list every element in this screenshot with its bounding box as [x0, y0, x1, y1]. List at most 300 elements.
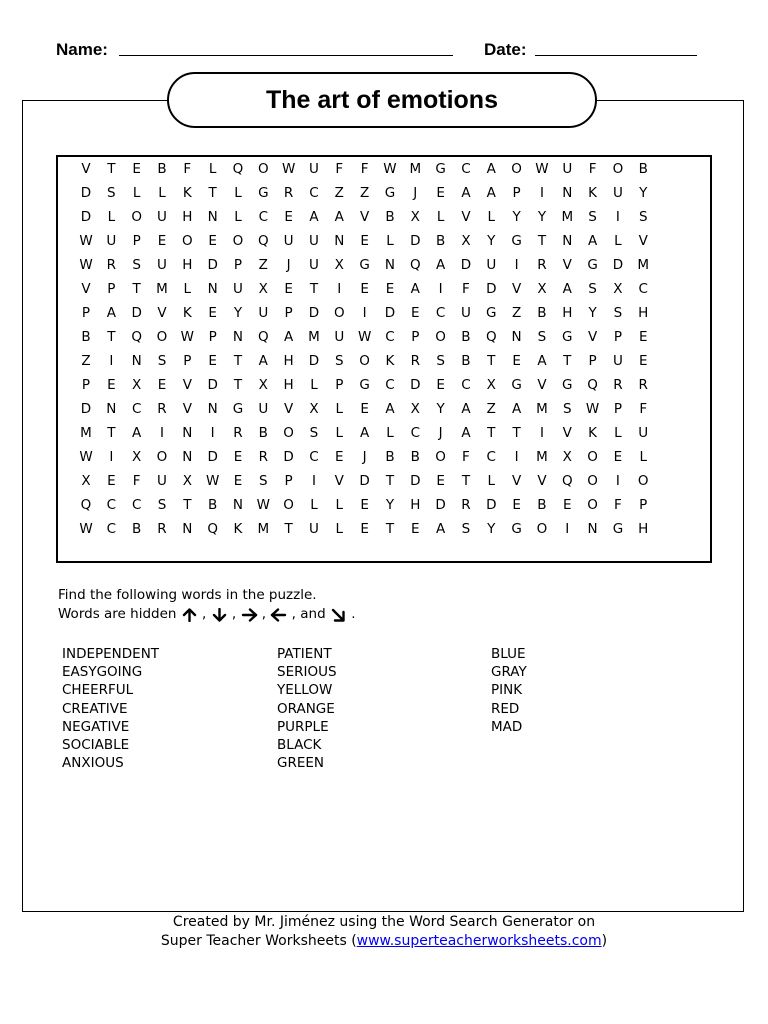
grid-letter: C — [410, 425, 420, 441]
grid-letter: G — [612, 521, 624, 537]
grid-letter: Y — [233, 305, 243, 321]
grid-letter: J — [362, 449, 367, 465]
grid-letter: T — [461, 473, 471, 489]
grid-letter: O — [359, 353, 370, 369]
grid-letter: A — [435, 257, 446, 273]
grid-letter: E — [208, 233, 217, 249]
grid-letter: Y — [487, 521, 496, 537]
grid-letter: F — [335, 161, 344, 177]
grid-letter: V — [182, 401, 192, 417]
grid-letter: F — [614, 497, 622, 513]
left-arrow-icon — [270, 608, 287, 622]
grid-letter: S — [638, 209, 648, 225]
grid-letter: J — [438, 425, 443, 441]
grid-letter: N — [182, 521, 193, 537]
grid-letter: O — [435, 329, 446, 345]
grid-letter: W — [383, 161, 397, 177]
grid-letter: D — [80, 209, 92, 225]
grid-letter: N — [562, 185, 573, 201]
grid-letter: G — [486, 305, 497, 321]
grid-letter: X — [258, 281, 268, 297]
grid-letter: P — [335, 377, 344, 393]
word-list-item: INDEPENDENT — [62, 646, 160, 662]
grid-letter: Q — [131, 329, 142, 345]
grid-letter: R — [157, 521, 167, 537]
grid-letter: H — [410, 497, 421, 513]
grid-letter: Q — [232, 161, 244, 177]
grid-letter: Y — [436, 401, 445, 417]
grid-letter: R — [638, 377, 648, 393]
grid-letter: P — [411, 329, 420, 345]
grid-letter: U — [612, 185, 623, 201]
grid-letter: M — [156, 281, 168, 297]
grid-letter: E — [512, 497, 521, 513]
grid-letter: V — [81, 281, 91, 297]
grid-letter: C — [106, 521, 117, 537]
grid-letter: P — [183, 353, 192, 369]
grid-letter: D — [308, 305, 320, 321]
grid-letter: E — [512, 353, 521, 369]
grid-letter: A — [258, 353, 268, 369]
grid-letter: Q — [207, 521, 218, 537]
grid-letter: L — [183, 281, 192, 297]
grid-letter: U — [157, 473, 167, 489]
grid-letter: F — [462, 281, 470, 297]
grid-letter: N — [232, 329, 244, 345]
grid-letter: L — [335, 401, 344, 417]
grid-letter: N — [511, 329, 522, 345]
grid-letter: V — [562, 257, 572, 273]
grid-letter: E — [436, 185, 445, 201]
grid-letter: C — [106, 497, 117, 513]
grid-letter: O — [283, 497, 294, 513]
grid-letter: N — [207, 281, 218, 297]
grid-letter: B — [638, 161, 648, 177]
grid-letter: I — [109, 353, 114, 369]
grid-letter: E — [208, 305, 217, 321]
grid-letter: G — [232, 401, 244, 417]
name-field-line[interactable] — [119, 55, 453, 56]
grid-letter: G — [384, 185, 396, 201]
grid-letter: G — [359, 257, 370, 273]
grid-letter: C — [486, 449, 496, 465]
grid-letter: I — [337, 281, 342, 297]
up-arrow-icon — [181, 608, 198, 622]
grid-letter: B — [385, 209, 395, 225]
instructions-separator: , — [257, 606, 271, 622]
grid-letter: A — [410, 281, 420, 297]
word-list-item: GREEN — [277, 755, 324, 772]
grid-letter: M — [257, 521, 270, 537]
grid-letter: V — [537, 473, 547, 489]
footer — [0, 913, 768, 951]
grid-letter: E — [613, 449, 623, 465]
grid-letter: V — [461, 209, 471, 225]
grid-letter: P — [639, 497, 648, 513]
word-list-item: PINK — [491, 682, 523, 699]
grid-letter: P — [81, 377, 91, 393]
grid-letter: T — [284, 521, 293, 537]
grid-letter: N — [182, 449, 193, 465]
grid-letter: V — [157, 305, 167, 321]
grid-letter: N — [207, 401, 218, 417]
grid-letter: S — [335, 353, 344, 369]
grid-letter: X — [132, 449, 142, 465]
grid-letter: S — [107, 185, 116, 201]
grid-letter: U — [258, 401, 269, 417]
word-list-item: RED — [491, 700, 520, 717]
word-list-column-1 — [62, 645, 159, 772]
grid-letter: V — [334, 473, 344, 489]
grid-letter: K — [182, 305, 192, 321]
instructions — [58, 586, 356, 624]
grid-letter: L — [639, 449, 648, 465]
word-list-item: SOCIABLE — [62, 737, 130, 754]
grid-letter: K — [588, 185, 598, 201]
grid-letter: O — [536, 521, 548, 537]
grid-letter: F — [588, 161, 597, 177]
grid-letter: E — [360, 233, 369, 249]
grid-letter: D — [207, 257, 218, 273]
grid-letter: B — [537, 497, 547, 513]
grid-letter: Q — [409, 257, 421, 273]
grid-letter: P — [233, 257, 243, 273]
grid-letter: T — [233, 377, 243, 393]
grid-letter: Q — [587, 377, 598, 393]
grid-letter: E — [107, 473, 116, 489]
grid-letter: I — [438, 281, 443, 297]
grid-letter: D — [410, 377, 421, 393]
grid-letter: B — [537, 305, 547, 321]
grid-letter: T — [487, 353, 496, 369]
grid-letter: U — [309, 257, 319, 273]
grid-letter: W — [205, 473, 220, 489]
grid-letter: L — [386, 233, 394, 249]
grid-letter: A — [360, 425, 370, 441]
grid-letter: P — [588, 353, 597, 369]
grid-letter: R — [283, 185, 294, 201]
grid-letter: L — [436, 209, 445, 225]
grid-letter: U — [562, 161, 573, 177]
word-list-item: ORANGE — [277, 700, 335, 717]
grid-letter: W — [79, 449, 93, 465]
grid-letter: H — [562, 305, 573, 321]
grid-letter: D — [435, 497, 446, 513]
grid-letter: O — [156, 329, 168, 345]
grid-letter: U — [157, 209, 167, 225]
footer-source-suffix: ) — [601, 933, 608, 949]
word-list-item: YELLOW — [277, 682, 333, 699]
footer-source-prefix: Super Teacher Worksheets ( — [160, 933, 357, 949]
grid-letter: A — [106, 305, 116, 321]
word-list-column-3 — [491, 645, 527, 736]
grid-letter: S — [259, 473, 268, 489]
grid-letter: P — [208, 329, 217, 345]
grid-letter: P — [132, 233, 141, 249]
grid-letter: U — [283, 233, 294, 249]
grid-letter: Y — [487, 233, 496, 249]
grid-letter: G — [258, 185, 269, 201]
grid-letter: J — [413, 185, 418, 201]
grid-letter: D — [207, 449, 218, 465]
grid-letter: A — [461, 401, 471, 417]
down-right-arrow-icon — [330, 608, 347, 622]
grid-letter: Y — [537, 209, 547, 225]
grid-letter: T — [107, 425, 116, 441]
grid-letter: K — [588, 425, 598, 441]
grid-letter: M — [409, 161, 422, 177]
grid-letter: A — [587, 233, 598, 249]
grid-letter: C — [309, 449, 319, 465]
grid-letter: O — [612, 161, 624, 177]
grid-letter: H — [638, 305, 649, 321]
grid-letter: R — [157, 401, 167, 417]
grid-letter: M — [536, 401, 548, 417]
grid-letter: L — [335, 497, 344, 513]
grid-letter: O — [232, 233, 244, 249]
grid-letter: S — [613, 305, 623, 321]
grid-letter: E — [360, 497, 369, 513]
website-link[interactable]: www.superteacherworksheets.com — [356, 933, 602, 949]
grid-letter: D — [410, 233, 421, 249]
grid-letter: T — [107, 161, 116, 177]
grid-letter: V — [511, 281, 522, 297]
grid-letter: P — [613, 401, 622, 417]
grid-letter: I — [210, 425, 215, 441]
grid-letter: U — [638, 425, 649, 441]
grid-letter: E — [385, 281, 395, 297]
grid-letter: O — [131, 209, 142, 225]
grid-letter: D — [207, 377, 218, 393]
grid-letter: B — [132, 521, 142, 537]
grid-letter: V — [562, 425, 572, 441]
word-list-item: EASYGOING — [62, 664, 143, 681]
grid-letter: L — [614, 233, 622, 249]
worksheet-title: The art of emotions — [167, 72, 597, 128]
grid-letter: C — [435, 305, 446, 321]
grid-letter: E — [360, 281, 369, 297]
grid-letter: U — [309, 233, 319, 249]
grid-letter: Z — [360, 185, 370, 201]
grid-letter: P — [107, 281, 116, 297]
word-list-column-2 — [277, 645, 337, 772]
grid-letter: O — [587, 473, 598, 489]
grid-letter: R — [461, 497, 471, 513]
grid-letter: T — [537, 233, 547, 249]
grid-letter: S — [157, 497, 167, 513]
grid-letter: R — [613, 377, 623, 393]
grid-letter: R — [537, 257, 547, 273]
grid-letter: U — [486, 257, 497, 273]
word-list-item: SERIOUS — [277, 664, 337, 681]
grid-letter: L — [234, 209, 242, 225]
grid-letter: M — [80, 425, 92, 441]
grid-letter: T — [385, 521, 395, 537]
grid-letter: N — [384, 257, 395, 273]
grid-letter: W — [585, 401, 600, 417]
grid-letter: X — [613, 281, 623, 297]
grid-letter: R — [233, 425, 243, 441]
word-search-grid — [79, 161, 694, 553]
grid-letter: B — [208, 497, 218, 513]
grid-letter: I — [109, 449, 114, 465]
date-field-line[interactable] — [535, 55, 697, 56]
grid-letter: A — [461, 185, 471, 201]
grid-letter: G — [562, 377, 573, 393]
grid-letter: V — [81, 161, 91, 177]
grid-letter: E — [411, 305, 420, 321]
grid-letter: T — [208, 185, 217, 201]
grid-letter: G — [511, 377, 522, 393]
grid-letter: A — [435, 521, 446, 537]
grid-letter: E — [360, 521, 369, 537]
grid-letter: K — [385, 353, 395, 369]
grid-letter: E — [360, 401, 369, 417]
grid-letter: D — [410, 473, 421, 489]
footer-source-line — [0, 932, 768, 951]
grid-letter: T — [233, 353, 243, 369]
instructions-separator: , — [287, 606, 296, 622]
grid-letter: D — [486, 497, 497, 513]
grid-letter: B — [461, 353, 471, 369]
grid-letter: V — [537, 377, 547, 393]
grid-letter: D — [308, 353, 320, 369]
grid-letter: G — [511, 521, 522, 537]
grid-letter: B — [157, 161, 167, 177]
grid-letter: J — [286, 257, 291, 273]
grid-letter: S — [588, 281, 597, 297]
grid-letter: X — [537, 281, 547, 297]
grid-letter: N — [106, 401, 117, 417]
grid-letter: X — [410, 401, 420, 417]
grid-letter: O — [257, 161, 269, 177]
grid-letter: L — [335, 425, 344, 441]
word-list-item: CHEERFUL — [62, 682, 134, 699]
grid-letter: H — [182, 209, 193, 225]
grid-letter: U — [334, 329, 345, 345]
grid-letter: X — [410, 209, 420, 225]
grid-letter: F — [462, 449, 470, 465]
grid-letter: V — [360, 209, 370, 225]
grid-letter: S — [157, 353, 167, 369]
grid-letter: I — [159, 425, 164, 441]
grid-letter: E — [638, 353, 648, 369]
grid-letter: N — [232, 497, 244, 513]
grid-letter: G — [587, 257, 598, 273]
grid-letter: C — [131, 401, 142, 417]
grid-letter: Q — [257, 233, 269, 249]
grid-letter: B — [258, 425, 268, 441]
grid-letter: V — [511, 473, 522, 489]
grid-letter: U — [258, 305, 269, 321]
grid-letter: F — [132, 473, 141, 489]
grid-letter: W — [357, 329, 372, 345]
word-list-item: ANXIOUS — [62, 755, 124, 772]
grid-letter: W — [79, 521, 93, 537]
grid-letter: N — [562, 233, 573, 249]
grid-letter: H — [638, 521, 649, 537]
grid-letter: D — [460, 257, 472, 273]
grid-letter: E — [411, 521, 420, 537]
grid-letter: A — [511, 401, 522, 417]
grid-letter: X — [486, 377, 496, 393]
grid-letter: I — [615, 473, 620, 489]
grid-letter: O — [181, 233, 193, 249]
grid-letter: Z — [258, 257, 268, 273]
grid-letter: O — [156, 449, 168, 465]
grid-letter: S — [461, 521, 471, 537]
grid-letter: L — [132, 185, 141, 201]
instructions-and: and — [295, 606, 330, 622]
grid-letter: N — [131, 353, 142, 369]
grid-letter: X — [132, 377, 142, 393]
grid-letter: I — [615, 209, 620, 225]
word-list-item: GRAY — [491, 664, 527, 681]
grid-letter: M — [536, 449, 548, 465]
instructions-end: . — [346, 606, 356, 622]
grid-letter: X — [81, 473, 91, 489]
grid-letter: U — [612, 353, 623, 369]
grid-letter: E — [638, 329, 648, 345]
grid-letter: L — [107, 209, 116, 225]
grid-letter: X — [562, 449, 572, 465]
grid-letter: N — [587, 521, 598, 537]
grid-letter: W — [79, 233, 93, 249]
grid-letter: U — [157, 257, 167, 273]
name-label: Name: — [56, 40, 108, 59]
grid-letter: Y — [512, 209, 521, 225]
grid-letter: L — [614, 425, 622, 441]
grid-letter: O — [637, 473, 649, 489]
grid-letter: P — [284, 305, 293, 321]
grid-letter: S — [309, 425, 319, 441]
date-label: Date: — [484, 40, 527, 59]
grid-letter: O — [283, 425, 294, 441]
grid-letter: Z — [81, 353, 91, 369]
grid-letter: S — [562, 401, 572, 417]
grid-letter: B — [385, 449, 395, 465]
grid-letter: E — [563, 497, 572, 513]
grid-letter: I — [514, 257, 519, 273]
grid-letter: A — [486, 161, 496, 177]
header — [0, 38, 768, 62]
grid-letter: A — [284, 329, 294, 345]
grid-letter: F — [639, 401, 648, 417]
grid-letter: C — [309, 185, 319, 201]
grid-letter: E — [107, 377, 116, 393]
grid-letter: W — [256, 497, 270, 513]
grid-letter: U — [106, 233, 117, 249]
grid-letter: E — [157, 233, 167, 249]
grid-letter: C — [258, 209, 269, 225]
grid-letter: E — [284, 281, 293, 297]
grid-letter: M — [308, 329, 320, 345]
grid-letter: A — [334, 209, 344, 225]
grid-letter: T — [563, 353, 572, 369]
word-list-item: NEGATIVE — [62, 718, 130, 735]
grid-letter: E — [132, 161, 141, 177]
grid-letter: M — [561, 209, 574, 225]
grid-letter: W — [535, 161, 549, 177]
grid-letter: Y — [385, 497, 395, 513]
grid-letter: A — [385, 401, 395, 417]
grid-letter: P — [512, 185, 521, 201]
grid-letter: T — [183, 497, 192, 513]
grid-letter: V — [284, 401, 294, 417]
grid-letter: R — [410, 353, 420, 369]
grid-letter: I — [565, 521, 570, 537]
grid-letter: E — [208, 353, 217, 369]
